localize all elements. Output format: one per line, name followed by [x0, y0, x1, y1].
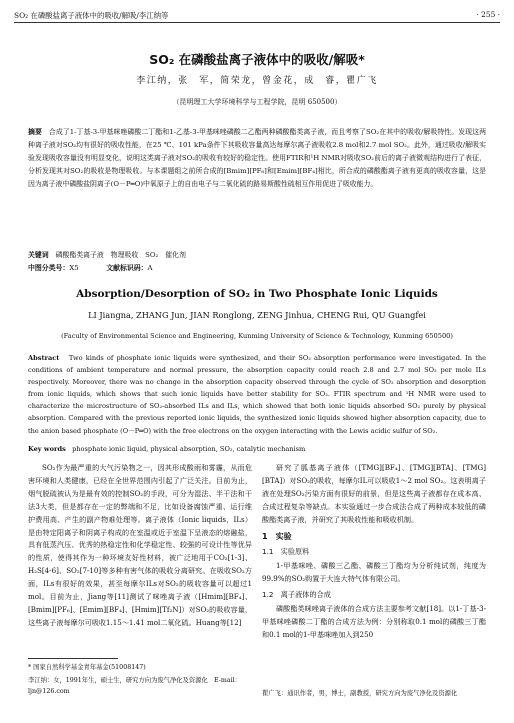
footnote-funding: * 国家自然科学基金青年基金(51008147) — [28, 664, 146, 671]
footnote-rule — [28, 658, 118, 659]
abstract-en-text: Two kinds of phosphate ionic liquids were synthesized, and their SO₂ absorption performance were investigated. In the conditions of ambient temperature and normal pressure, the absorption capacity could reach 2.8 and 2.7 mol SO₂ per mole ILs respectively. Moreover, there was no change in the absorption capacity observed through the cycle of SO₂ absorption and desorption from ionic liquids, which shows that such ionic liquids have better stability for SO₂. FTIR spectrum and ¹H NMR were used to characterize the microstructure of SO₂-absorbed ILs and ILs, which showed that both ionic liquids absorbed SO₂ purely by physical absorption. Compared with the previous reported ionic liquids, the synthesized ionic liquids showed higher absorption capacity, due to the anion based phosphate (O－P═O) with the free electrons on the oxygen interacting with the Lewis acidic sulfur of SO₂. — [28, 354, 486, 435]
keywords-en — [28, 443, 486, 456]
subsection-heading-synthesis: 1.2 离子液体的合成 — [262, 590, 331, 600]
affiliation-cn: （昆明理工大学环境科学与工程学院，昆明 650500） — [172, 98, 342, 106]
clc-value: X5 — [69, 264, 79, 272]
running-header-title: SO₂ 在磷酸盐离子液体中的吸收/解吸/李江纳等 — [14, 11, 169, 20]
body-column-left — [28, 462, 252, 652]
keywords-cn-text: 磷酸酯类离子液 物理吸收 SO₂ 催化剂 — [55, 251, 186, 259]
section-heading-experiment: 1 实验 — [262, 531, 292, 541]
footnote-first-author: 李江纳：女，1991年生，硕士生，研究方向为废气净化及资源化 E-mail：ljn@126.com — [28, 677, 241, 695]
keywords-en-text: phosphate ionic liquid, physical absorption, SO₂, catalytic mechanism — [72, 445, 306, 453]
clc-label: 中图分类号： — [28, 264, 70, 272]
doc-code-value: A — [147, 264, 153, 272]
affiliation-en: (Faculty of Environmental Science and Engineering, Kunming University of Science & Technology, Kunming 650500) — [61, 332, 453, 340]
paper-title-cn: SO₂ 在磷酸盐离子液体中的吸收/解吸* — [149, 52, 365, 67]
abstract-cn-label: 摘要 — [28, 128, 42, 136]
authors-en: LI Jiangna, ZHANG Jun, JIAN Ronglong, ZENG Jinhua, CHENG Rui, QU Guangfei — [88, 310, 426, 320]
classification-cn — [28, 262, 486, 275]
materials-paragraph: 1-甲基咪唑、磷酸三乙酯、磷酸三丁酯均为分析纯试剂，纯度为99.9%的SO₂购置于大连大特气体有限公司。 — [262, 561, 486, 584]
intro-paragraph-cont: 研究了胍基离子液体（[TMG][BF₄]、[TMG][BTA]、[TMG][BTA]）对SO₂的吸收，每摩尔IL可以吸收1～2 mol SO₂。这表明离子液在处理SO₂污染方面有很好的前景，但是这些离子液都存在成本高、合成过程复杂等缺点。本实验通过一步合成法合成了两种成本较低的磷酸酯类离子液，并研究了其吸收性能和吸收机制。 — [262, 463, 486, 524]
abstract-en — [28, 352, 486, 444]
keywords-en-label: Key words — [28, 445, 66, 453]
abstract-cn-text: 合成了1-丁基-3-甲基咪唑磷酸二丁酯和1-乙基-3-甲基咪唑磷酸二乙酯两种磷酸酯类离子液，而且考察了SO₂在其中的吸收/解吸特性。发现这两种离子液对SO₂均有很好的吸收性能，在25 ℃、101 kPa条件下其吸收容量高达每摩尔离子液吸收2.8 mol和2.7 mol SO₂。此外，通过吸收/解吸实验发现吸收容量没有明显变化，说明这类离子液对SO₂的吸收有较好的稳定性。使用FTIR和¹H NMR对吸收SO₂前后的离子液微观结构进行了表征，分析发现其对SO₂的吸收是物理吸收。与本课题组之前所合成的[Bmim][PF₆]和[Emim][BF₄]相比，所合成的磷酸酯离子液有更高的吸收容量，这是因为离子液中磷酸盐阴离子(O－P═O)中氧原子上的自由电子与二氧化硫的路易斯酸性硫相互作用促进了吸收能力。 — [28, 128, 486, 188]
doc-code-label: 文献标识码： — [106, 264, 148, 272]
abstract-cn — [28, 126, 486, 256]
subsection-heading-materials: 1.1 实验原料 — [262, 547, 310, 557]
abstract-en-label: Abstract — [28, 354, 60, 362]
intro-paragraph: SO₂作为最严重的大气污染物之一，因其形成酸雨和雾霾，从而危害环境和人类健康，已经在全世界范围内引起了广泛关注。目前为止，烟气脱硫被认为是最有效的控制SO₂的手段，可分为湿法、半干法和干法3大类，但是都存在一定的弊端和不足，比如设备腐蚀严重、运行维护费用高、产生的副产物难处理等。离子液体（Ionic liquids，ILs）是由特定阳离子和阴离子构成的在室温或近于室温下呈液态的熔融盐，具有低蒸汽压、优秀的热稳定性和化学稳定性、较强的可设计性等优异的性质，使得其作为一种环境友好性材料，被广泛地用于CO₂[1-3]、H₂S[4-6]、SO₂[7-10]等多种有害气体的吸收分离研究。在吸收SO₂方面，ILs有很好的效果，甚至每摩尔ILs对SO₂的吸收容量可以超过1 mol。目前为止，Jiang等[11]测试了咪唑离子液（[Hmim][BF₄]、[Bmim][PF₆]、[Emim][BF₄]、[Hmim][Tf₂N]）对SO₂的吸收容量，这些离子液每摩尔可吸收1.15～1.41 mol二氧化硫。Huang等[12] — [28, 463, 252, 627]
paper-title-en: Absorption/Desorption of SO₂ in Two Phosphate Ionic Liquids — [76, 288, 438, 300]
header-rule — [14, 22, 500, 23]
synthesis-paragraph: 磷酸酯类咪唑离子液体的合成方法主要参考文献[18]。以1-丁基-3-甲基咪唑磷酸二丁酯的合成方法为例：分别称取0.1 mol的磷酸三丁酯和0.1 mol的1-甲基咪唑加入到250 — [262, 604, 486, 639]
authors-cn: 李江纳，张 军，简荣龙，曾金花，成 睿，瞿广飞 — [136, 76, 378, 86]
running-header — [14, 10, 500, 22]
page-number: · 255 · — [476, 10, 500, 19]
body-column-right — [262, 462, 486, 702]
footnote-corresponding-author: 瞿广飞：通讯作者，男，博士，副教授，研究方向为废气净化及资源化 — [262, 690, 458, 697]
keywords-cn — [28, 249, 486, 262]
keywords-cn-label: 关键词 — [28, 251, 49, 259]
